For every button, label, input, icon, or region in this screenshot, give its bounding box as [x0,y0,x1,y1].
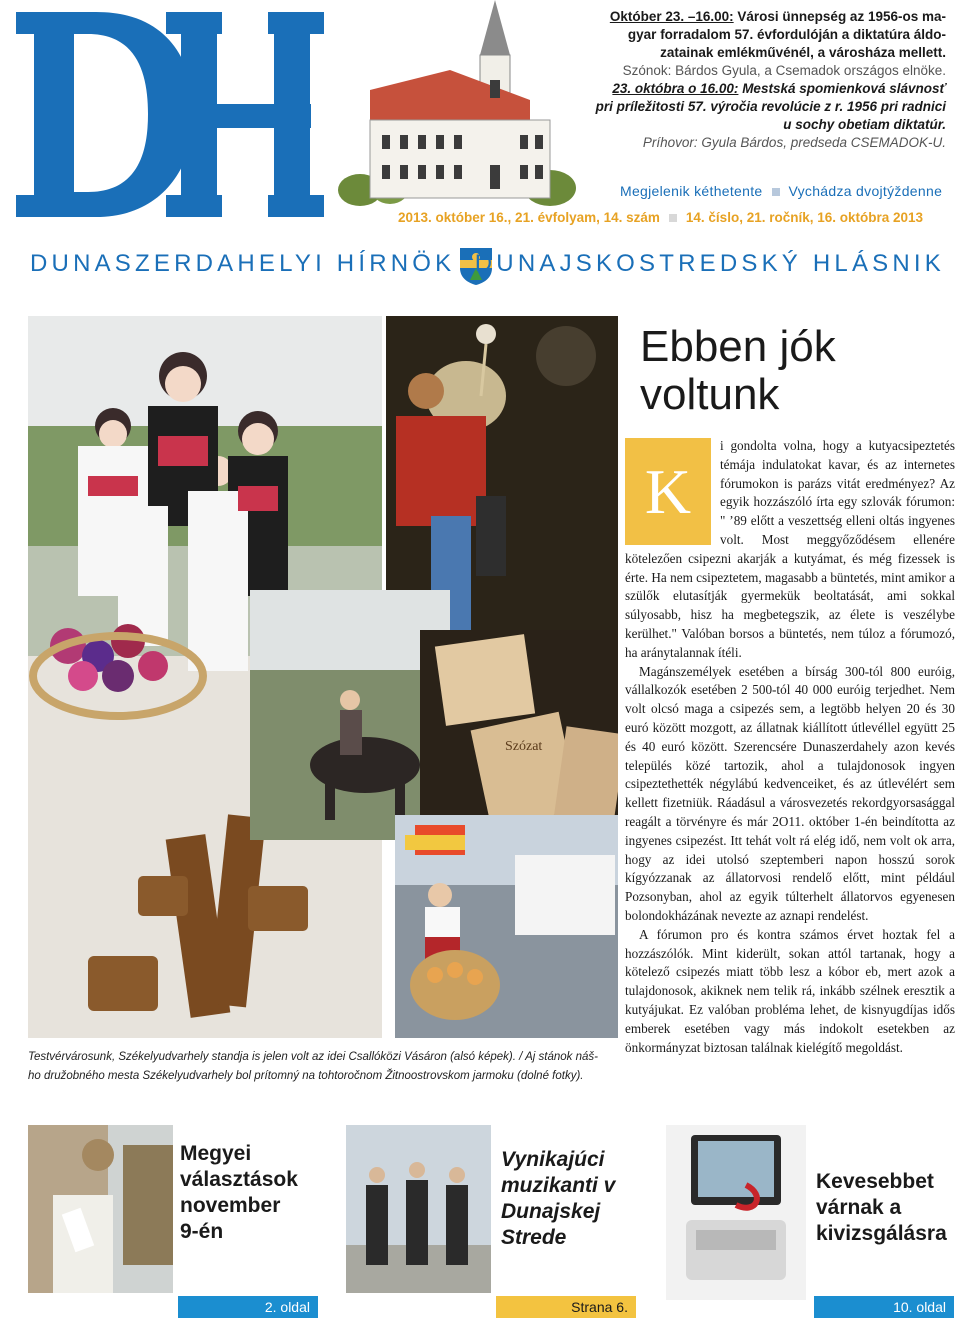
sk-event-text-3: u sochy obetiam diktatúr. [783,117,946,132]
teaser-musicians[interactable] [346,1125,636,1320]
teaser-checkups[interactable] [666,1125,956,1320]
sk-event-text-2: pri príležitosti 57. výročia revolúcie z r. 1956 pri radnici [595,99,946,114]
teaser-title-line: Kevesebbet [816,1170,934,1193]
issue-sk: 14. číslo, 21. ročník, 16. októbra 2013 [685,210,924,225]
article-headline [640,323,836,419]
teaser-title-line: november [180,1194,281,1217]
masthead [30,246,945,286]
photo-caption-line1: Testvérvárosunk, Székelyudvarhely standja is jelen volt az idei Csallóközi Vásáron (alsó képek). / Aj stánok náš- [28,1051,598,1063]
teaser-elections-title [180,1141,298,1245]
hu-event-speaker: Szónok: Bárdos Gyula, a Csemadok országos elnöke. [622,63,946,78]
sk-event-speaker: Príhovor: Gyula Bárdos, predseda CSEMADOK-U. [642,135,946,150]
teaser-musicians-photo [346,1125,491,1293]
teaser-checkups-title [816,1169,947,1247]
separator-square [772,188,780,196]
teaser-checkups-page[interactable]: 10. oldal [814,1296,954,1318]
photo-books [420,630,618,830]
separator-square [669,214,677,222]
svg-text:Szózat: Szózat [505,739,543,754]
article-dropcap: K [625,438,711,545]
article-paragraph: i gondolta volna, hogy a kutyacsipeztetés témája indulatokat kavar, és az internetes fórumokon is parázs vitát eredményez? Az egyik hozzászóló írta egy szlovák fórumon: " ’89 előtt a veszettség elleni oltás ingyenes volt. Most meggyőződésem ellenére kötelezően csipezni akarják a kutyámat, és még fizessek is érte. Ha nem csipeztetem, magasabb a büntetés, mint amikor a szülők elutasítják gyermekük beoltatását, ami sokkal súlyosabb, hisz ha megbetegszik, az élete is veszélybe kerülhet." Valóban borsos a büntetés, nem túloz a fórumozó, ha aránytalannak ítéli. [625,438,955,660]
teaser-elections-photo [28,1125,173,1293]
dh-logo [16,12,326,217]
teaser-title-line: Dunajskej [501,1200,601,1223]
photo-caption [28,1048,618,1086]
teaser-title-line: Megyei [180,1142,252,1165]
teaser-title-line: várnak a [816,1196,902,1219]
teaser-title-line: kivizsgálásra [816,1222,947,1245]
hu-event-text-2: gyar forradalom 57. évfordulóján a diktatúra áldo- [627,27,946,42]
teaser-checkups-photo [666,1125,806,1300]
teaser-elections[interactable] [28,1125,318,1320]
issue-line [398,210,923,225]
sk-event-date: 23. októbra o 16.00: [612,81,739,96]
teaser-elections-page[interactable]: 2. oldal [178,1296,318,1318]
article-paragraph: A fórumon pro és kontra számos érvet hoztak fel a hozzászólók. Mint kiderült, sokan attól tartanak, hogy a kötelező csipezés miatt több lesz a kóbor eb, mert azok a tulajdonosok, akiknek nem telik rá, inkább szélnek eresztik a kutyájukat. Ez valóban probléma lehet, de kisnyugdíjas idős emberek esetében vagy más indokolt esetekben az önkormányzat biztosan találnak kielégítő megoldást. [625,926,955,1055]
hu-event-text: Városi ünnepség az 1956-os ma- [733,9,946,24]
teaser-title-line: választások [180,1168,298,1191]
publication-frequency [620,183,942,199]
article-body [625,437,955,1057]
teaser-musicians-page[interactable]: Strana 6. [496,1296,636,1318]
photo-chimney-cake-stand [395,815,618,1038]
teaser-title-line: muzikanti v [501,1174,616,1197]
hu-event-date: Október 23. –16.00: [609,9,734,24]
teaser-title-line: Strede [501,1226,567,1249]
article-paragraph: Magánszemélyek esetében a bírság 300-tól 800 euróig, vállalkozók esetében 2 500-tól 40 000 euróig terjedhet. Nem volt olcsó maga a csipezés sem, a legtöbb helyen 20 és 30 euró között mozgott, az állatnak kiállított útlevéllel együtt 25 és 40 euró között. Szerencsére Dunaszerdahely azon kevés település közé tartozik, ahol a tulajdonosok ingyen csipeztethették négylábú kedvenceiket, és az útlevélért sem kellett fizetniük. Ráadásul a városvezetés rekordgyorsasággal reagált a törvényre és már 2O11. október 1-én beindította az ingyenes csipezést. Itt tehát volt rá elég idő, nem volt ok arra, hogy az idei utolsó szeptemberi napon hosszú sorok kígyózzanak az állatorvosi rendelő előtt, mint például Pozsonyban, ahol az egyik túlterhelt állatorvos egyenesen bolondokházának nevezte az aznapi rendelést. [625,663,955,923]
headline-line1: Ebben jók [640,322,836,371]
teaser-musicians-title [501,1147,615,1251]
photo-caption-line2: ho družobného mesta Székelyudvarhely bol prítomný na tohtoročnom Žitnoostrovskom jarmoku (dolné fotky). [28,1070,584,1082]
event-announcements [566,8,946,152]
teaser-title-line: Vynikajúci [501,1148,605,1171]
teaser-title-line: 9-én [180,1220,224,1243]
town-hall-illustration [330,0,585,210]
hu-event-text-3: zatainak emlékművénél, a városháza mellett. [660,45,946,60]
frequency-hu: Megjelenik kéthetente [620,183,763,199]
headline-line2: voltunk [640,370,780,419]
masthead-hu: DUNASZERDAHELYI HÍRNÖK [30,250,456,277]
issue-hu: 2013. október 16., 21. évfolyam, 14. szám [398,210,660,225]
frequency-sk: Vychádza dvojtýždenne [788,183,943,199]
sk-event-text: Mestská spomienková slávnosť [738,81,946,96]
dropcap-spacer [625,437,720,545]
masthead-sk: DUNAJSKOSTREDSKÝ HLÁSNIK [474,250,945,277]
